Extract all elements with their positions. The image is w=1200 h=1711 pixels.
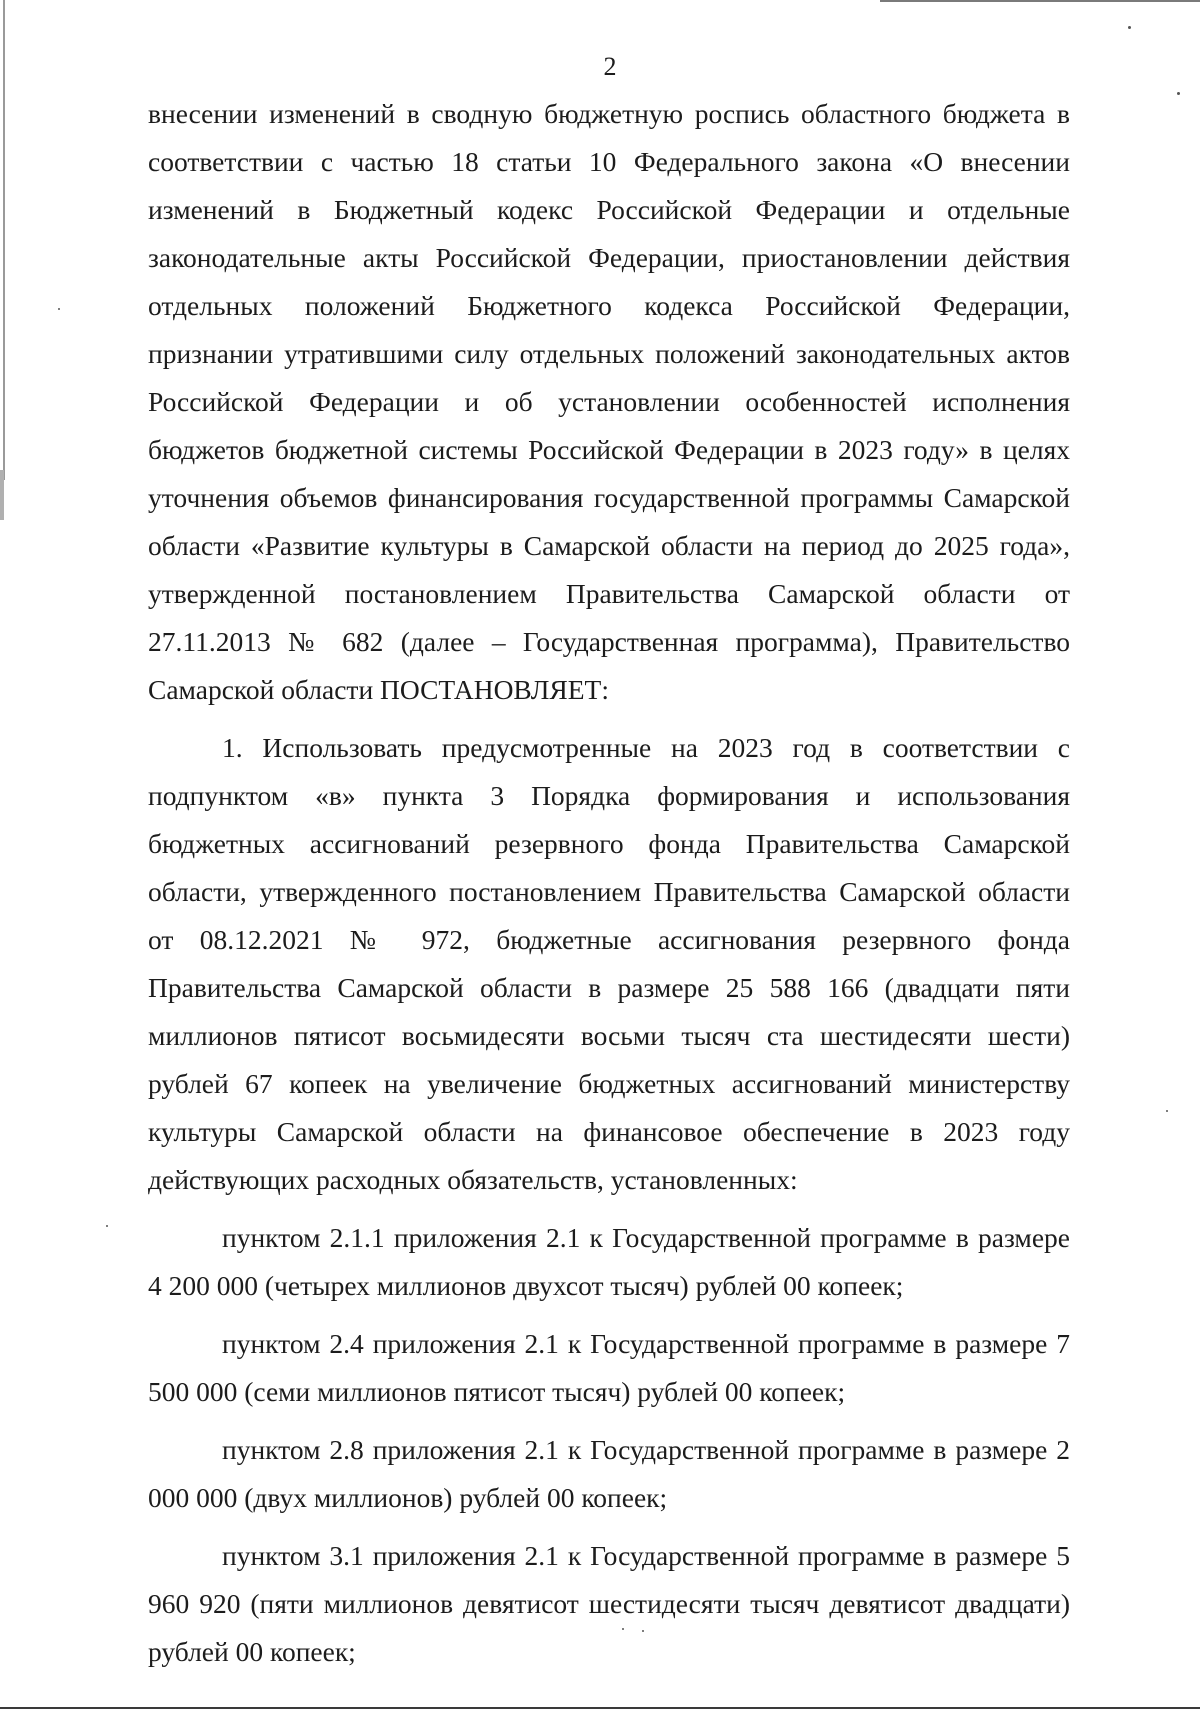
- scan-speck: [1166, 1110, 1168, 1112]
- paragraph-item-1: 1. Использовать предусмотренные на 2023 год в соответствии с подпунктом «в» пункта 3 Порядка формирования и использования бюджетных ассигнований резервного фонда Правительства Самарской области, утвержденного постановлением Правительства Самарской области от 08.12.2021 № 972, бюджетные ассигнования резервного фонда Правительства Самарской области в размере 25 588 166 (двадцати пяти миллионов пятисот восьмидесяти восьми тысяч ста шестидесяти шести) рублей 67 копеек на увеличение бюджетных ассигнований министерству культуры Самарской области на финансовое обеспечение в 2023 году действующих расходных обязательств, установленных:: [148, 732, 1070, 1195]
- scan-speck: [1128, 26, 1131, 29]
- paragraph-preamble: внесении изменений в сводную бюджетную роспись областного бюджета в соответствии с частью 18 статьи 10 Федерального закона «О внесении изменений в Бюджетный кодекс Российской Федерации и отдельные законодательные акты Российской Федерации, приостановлении действия отдельных положений Бюджетного кодекса Российской Федерации, признании утратившими силу отдельных положений законодательных актов Российской Федерации и об установлении особенностей исполнения бюджетов бюджетной системы Российской Федерации в 2023 году» в целях уточнения объемов финансирования государственной программы Самарской области «Развитие культуры в Самарской области на период до 2025 года», утвержденной постановлением Правительства Самарской области от 27.11.2013 № 682 (далее – Государственная программа), Правительство Самарской области ПОСТАНОВЛЯЕТ:: [148, 98, 1070, 705]
- paragraph-subitem-2-1-1: пунктом 2.1.1 приложения 2.1 к Государственной программе в размере 4 200 000 (четырех миллионов двухсот тысяч) рублей 00 копеек;: [148, 1222, 1070, 1301]
- document-body: [148, 90, 1070, 1676]
- paragraph-subitem-3-1: пунктом 3.1 приложения 2.1 к Государственной программе в размере 5 960 920 (пяти миллионов девятисот шестидесяти тысяч девятисот двадцати) рублей 00 копеек;: [148, 1540, 1070, 1667]
- scan-edge-mark: [0, 470, 4, 520]
- paragraph-subitem-2-4: пунктом 2.4 приложения 2.1 к Государственной программе в размере 7 500 000 (семи миллионов пятисот тысяч) рублей 00 копеек;: [148, 1328, 1070, 1407]
- page-number: 2: [603, 52, 617, 81]
- scan-speck: [1177, 92, 1180, 95]
- scan-edge-top: [880, 0, 1200, 2]
- scan-speck: [58, 308, 60, 310]
- paragraph-subitem-2-8: пунктом 2.8 приложения 2.1 к Государственной программе в размере 2 000 000 (двух миллионов) рублей 00 копеек;: [148, 1434, 1070, 1513]
- scan-edge-bottom: [0, 1707, 1200, 1709]
- scan-speck: [106, 1225, 108, 1227]
